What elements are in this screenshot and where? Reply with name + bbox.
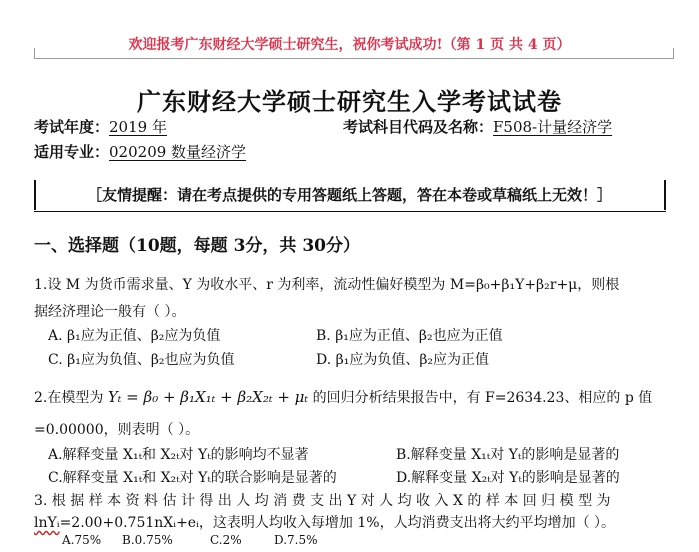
question-2-option-a: A.解释变量 X₁ₜ和 X₂ₜ对 Yₜ的影响均不显著	[48, 447, 309, 463]
question-1-option-b: B. β₁应为正值、β₂也应为正值	[316, 328, 503, 344]
header-rule	[34, 58, 674, 59]
question-1-option-a: A. β₁应为正值、β₂应为负值	[48, 328, 221, 344]
question-2-intro: 2.在模型为	[34, 390, 104, 406]
corner-mark-right	[673, 48, 674, 59]
question-3-option-d: D.7.5%	[274, 533, 318, 547]
exam-major-label: 适用专业：	[34, 143, 110, 161]
exam-year	[34, 116, 167, 137]
corner-mark-left	[34, 48, 35, 59]
question-2-intro-rest: 的回归分析结果报告中，有 F=2634.23、相应的 p 值	[312, 390, 653, 406]
question-3-option-c: C.2%	[210, 533, 242, 547]
question-3-line-2-rest: =2.00+0.751nXᵢ+eᵢ，这表明人均收入每增加 1%，人均消费支出将大约平均增加（ ）。	[59, 515, 616, 531]
question-1-option-c: C. β₁应为负值、β₂也应为负值	[48, 352, 235, 368]
exam-title: 广东财经大学硕士研究生入学考试试卷	[137, 87, 562, 116]
question-2-option-c: C.解释变量 X₁ₜ和 X₂ₜ对 Yₜ的联合影响是显著的	[48, 470, 337, 486]
exam-major-value: 020209 数量经济学	[109, 143, 247, 161]
question-1-line-1: 1.设 M 为货币需求量、Y 为收水平、r 为利率，流动性偏好模型为 M=β₀+β₁Y+β₂r+μ，则根	[34, 277, 620, 293]
exam-subject-value: F508-计量经济学	[493, 118, 613, 136]
question-1-line-2: 据经济理论一般有（ ）。	[34, 304, 186, 320]
section-title: 一、选择题（10题，每题 3分，共 30分）	[34, 236, 360, 256]
exam-subject-label: 考试科目代码及名称：	[343, 118, 494, 136]
exam-year-label: 考试年度：	[34, 118, 110, 136]
question-2-line-1	[34, 387, 652, 407]
question-3-line-2	[34, 512, 615, 532]
notice-text: ［友情提醒：请在考点提供的专用答题纸上答题，答在本卷或草稿纸上无效！］	[86, 186, 612, 204]
question-3-log-term: lnYᵢ	[34, 515, 60, 531]
question-3-line-1: 3. 根 据 样 本 资 料 估 计 得 出 人 均 消 费 支 出 Y 对 人 均 收 入 X 的 样 本 回 归 模 型 为	[34, 493, 611, 509]
question-1-option-d: D. β₁应为负值、β₂应为正值	[316, 352, 490, 368]
question-2-option-d: D.解释变量 X₂ₜ对 Yₜ的影响是显著的	[396, 470, 620, 486]
exam-year-value: 2019 年	[109, 118, 167, 136]
exam-major	[34, 141, 246, 162]
page-banner: 欢迎报考广东财经大学硕士研究生，祝你考试成功!（第 1 页 共 4 页）	[128, 37, 571, 53]
question-2-line-2: =0.00000，则表明（ ）。	[34, 422, 200, 438]
question-3-option-a: A.75%	[62, 533, 102, 547]
question-2-option-b: B.解释变量 X₁ₜ对 Yₜ的影响是显著的	[396, 447, 620, 463]
question-3-option-b: B.0.75%	[122, 533, 173, 547]
notice-underline	[34, 211, 666, 212]
question-2-formula: Yₜ = β₀ + β₁X₁ₜ + β₂X₂ₜ + μₜ	[107, 388, 309, 406]
exam-subject	[343, 116, 612, 137]
